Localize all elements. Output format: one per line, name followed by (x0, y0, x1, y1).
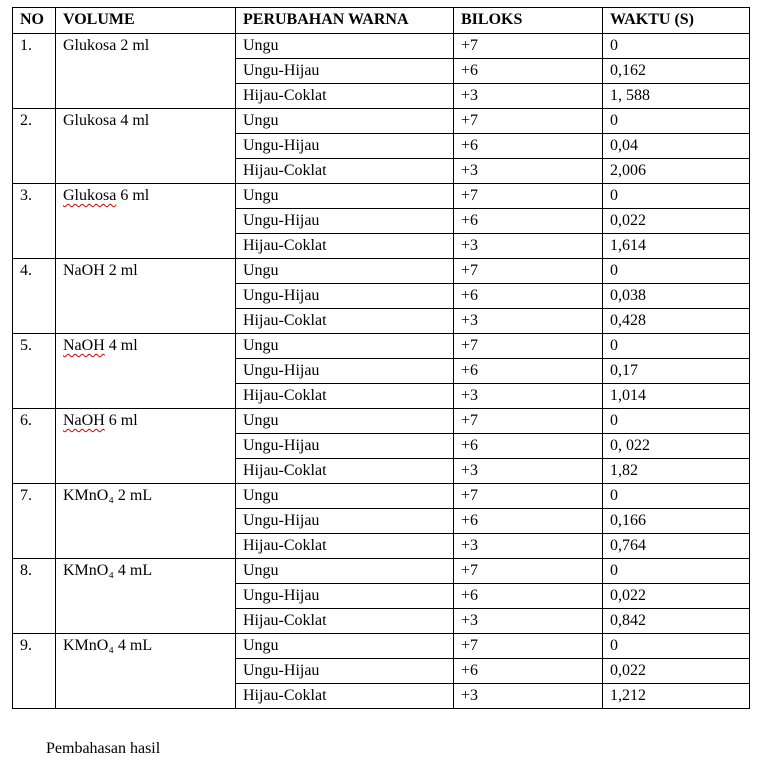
volume-cell (56, 559, 236, 634)
biloks-cell: +3 (454, 609, 603, 634)
time-cell: 0,022 (603, 209, 750, 234)
volume-label: NaOH 6 ml (63, 412, 138, 429)
table-row (13, 559, 750, 584)
time-cell: 1,212 (603, 684, 750, 709)
table-body (13, 34, 750, 709)
volume-label: KMnO₄ 4 mL (63, 562, 153, 579)
color-change-cell: Hijau-Coklat (236, 459, 454, 484)
biloks-cell: +7 (454, 559, 603, 584)
header-no: NO (13, 8, 56, 34)
color-change-cell: Hijau-Coklat (236, 309, 454, 334)
time-cell: 1,014 (603, 384, 750, 409)
color-change-cell: Ungu (236, 484, 454, 509)
row-number-cell: 2. (13, 109, 56, 184)
row-number-cell: 7. (13, 484, 56, 559)
biloks-cell: +7 (454, 184, 603, 209)
color-change-cell: Ungu (236, 634, 454, 659)
color-change-cell: Ungu (236, 109, 454, 134)
time-cell: 0 (603, 109, 750, 134)
time-cell: 0 (603, 34, 750, 59)
color-change-cell: Hijau-Coklat (236, 159, 454, 184)
biloks-cell: +3 (454, 84, 603, 109)
table-row (13, 634, 750, 659)
time-cell: 0 (603, 184, 750, 209)
color-change-cell: Ungu (236, 259, 454, 284)
biloks-cell: +7 (454, 634, 603, 659)
biloks-cell: +3 (454, 159, 603, 184)
volume-cell (56, 484, 236, 559)
row-number-cell: 5. (13, 334, 56, 409)
header-row (13, 8, 750, 34)
biloks-cell: +3 (454, 234, 603, 259)
biloks-cell: +6 (454, 584, 603, 609)
color-change-cell: Ungu-Hijau (236, 659, 454, 684)
time-cell: 0 (603, 634, 750, 659)
table-row (13, 484, 750, 509)
biloks-cell: +6 (454, 359, 603, 384)
table-row (13, 34, 750, 59)
time-cell: 0,428 (603, 309, 750, 334)
volume-cell (56, 334, 236, 409)
color-change-cell: Hijau-Coklat (236, 534, 454, 559)
biloks-cell: +3 (454, 459, 603, 484)
header-waktu: WAKTU (S) (603, 8, 750, 34)
biloks-cell: +7 (454, 109, 603, 134)
row-number-cell: 4. (13, 259, 56, 334)
time-cell: 0 (603, 334, 750, 359)
color-change-cell: Hijau-Coklat (236, 609, 454, 634)
table-row (13, 184, 750, 209)
time-cell: 0,022 (603, 659, 750, 684)
biloks-cell: +6 (454, 59, 603, 84)
color-change-cell: Ungu (236, 334, 454, 359)
color-change-cell: Ungu (236, 184, 454, 209)
time-cell: 0,166 (603, 509, 750, 534)
volume-cell (56, 634, 236, 709)
spellcheck-underlined-word: NaOH (63, 337, 105, 354)
color-change-cell: Hijau-Coklat (236, 234, 454, 259)
spellcheck-underlined-word: NaOH (63, 412, 105, 429)
color-change-cell: Ungu (236, 409, 454, 434)
biloks-cell: +7 (454, 334, 603, 359)
volume-label: Glukosa 2 ml (63, 37, 150, 54)
table-row (13, 109, 750, 134)
biloks-cell: +7 (454, 34, 603, 59)
time-cell: 0 (603, 559, 750, 584)
time-cell: 1,82 (603, 459, 750, 484)
color-change-cell: Ungu-Hijau (236, 584, 454, 609)
time-cell: 0, 022 (603, 434, 750, 459)
header-perubahan-warna: PERUBAHAN WARNA (236, 8, 454, 34)
color-change-cell: Ungu-Hijau (236, 209, 454, 234)
time-cell: 0 (603, 484, 750, 509)
biloks-cell: +6 (454, 134, 603, 159)
row-number-cell: 6. (13, 409, 56, 484)
biloks-cell: +6 (454, 509, 603, 534)
color-change-cell: Ungu (236, 559, 454, 584)
table-row (13, 334, 750, 359)
volume-cell (56, 34, 236, 109)
footer-fragment: Pembahasan hasil (46, 740, 161, 757)
row-number-cell: 3. (13, 184, 56, 259)
biloks-cell: +3 (454, 309, 603, 334)
biloks-cell: +3 (454, 534, 603, 559)
color-change-cell: Ungu-Hijau (236, 59, 454, 84)
volume-label: KMnO₄ 4 mL (63, 637, 153, 654)
volume-cell (56, 259, 236, 334)
time-cell: 0,17 (603, 359, 750, 384)
row-number-cell: 1. (13, 34, 56, 109)
color-change-cell: Ungu-Hijau (236, 284, 454, 309)
volume-label: Glukosa 6 ml (63, 187, 150, 204)
time-cell: 0,038 (603, 284, 750, 309)
biloks-cell: +7 (454, 409, 603, 434)
biloks-cell: +3 (454, 384, 603, 409)
row-number-cell: 9. (13, 634, 56, 709)
volume-cell (56, 409, 236, 484)
color-change-cell: Ungu (236, 34, 454, 59)
time-cell: 0,022 (603, 584, 750, 609)
color-change-cell: Ungu-Hijau (236, 434, 454, 459)
color-change-cell: Hijau-Coklat (236, 684, 454, 709)
time-cell: 2,006 (603, 159, 750, 184)
time-cell: 0,04 (603, 134, 750, 159)
time-cell: 1,614 (603, 234, 750, 259)
biloks-cell: +6 (454, 209, 603, 234)
cut-off-footer-text (46, 740, 226, 757)
time-cell: 0 (603, 259, 750, 284)
volume-label: Glukosa 4 ml (63, 112, 150, 129)
biloks-cell: +7 (454, 484, 603, 509)
results-table (12, 7, 750, 709)
color-change-cell: Hijau-Coklat (236, 84, 454, 109)
biloks-cell: +7 (454, 259, 603, 284)
biloks-cell: +6 (454, 659, 603, 684)
table-row (13, 409, 750, 434)
volume-label: NaOH 4 ml (63, 337, 138, 354)
table-row (13, 259, 750, 284)
time-cell: 0 (603, 409, 750, 434)
color-change-cell: Hijau-Coklat (236, 384, 454, 409)
spellcheck-underlined-word: Glukosa (63, 187, 117, 204)
header-biloks: BILOKS (454, 8, 603, 34)
volume-cell (56, 184, 236, 259)
color-change-cell: Ungu-Hijau (236, 509, 454, 534)
volume-cell (56, 109, 236, 184)
time-cell: 0,764 (603, 534, 750, 559)
time-cell: 0,842 (603, 609, 750, 634)
header-volume: VOLUME (56, 8, 236, 34)
volume-label: KMnO₄ 2 mL (63, 487, 153, 504)
color-change-cell: Ungu-Hijau (236, 359, 454, 384)
biloks-cell: +3 (454, 684, 603, 709)
volume-label: NaOH 2 ml (63, 262, 138, 279)
row-number-cell: 8. (13, 559, 56, 634)
color-change-cell: Ungu-Hijau (236, 134, 454, 159)
time-cell: 1, 588 (603, 84, 750, 109)
biloks-cell: +6 (454, 284, 603, 309)
biloks-cell: +6 (454, 434, 603, 459)
time-cell: 0,162 (603, 59, 750, 84)
